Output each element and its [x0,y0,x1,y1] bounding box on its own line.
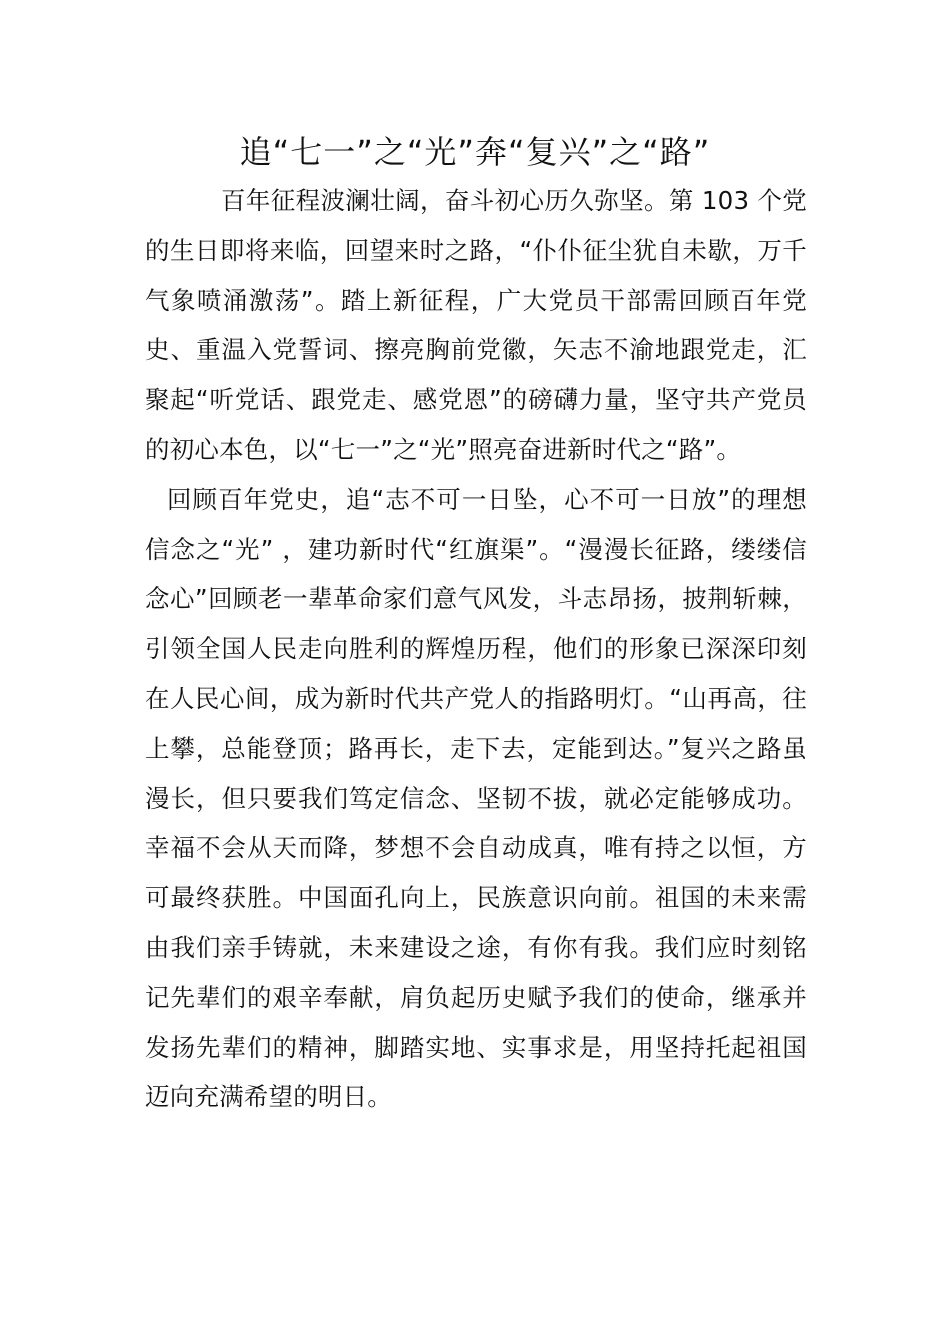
paragraph-party-history: 回顾百年党史，追“志不可一日坠，心不可一日放”的理想信念之“光” ，建功新时代“红旗渠”。“漫漫长征路，缕缕信念心”回顾老一辈革命家们意气风发，斗志昂扬，披荆斩棘，引领全国人民走向胜利的辉煌历程，他们的形象已深深印刻在人民心间，成为新时代共产党人的指路明灯。“山再高，往上攀，总能登顶；路再长，走下去，定能到达。”复兴之路虽漫长，但只要我们笃定信念、坚韧不拔，就必定能够成功。幸福不会从天而降，梦想不会自动成真，唯有持之以恒，方可最终获胜。中国面孔向上，民族意识向前。祖国的未来需由我们亲手铸就，未来建设之途，有你有我。我们应时刻铭记先辈们的艰辛奉献，肩负起历史赋予我们的使命，继承并发扬先辈们的精神，脚踏实地、实事求是，用坚持托起祖国迈向充满希望的明日。 [145,484,807,1112]
paragraph-intro: 百年征程波澜壮阔，奋斗初心历久弥坚。第 103 个党的生日即将来临，回望来时之路，“仆仆征尘犹自未歇，万千气象喷涌激荡”。踏上新征程，广大党员干部需回顾百年党史、重温入党誓词、擦亮胸前党徽，矢志不渝地跟党走，汇聚起“听党话、跟党走、感党恩”的磅礴力量，坚守共产党员的初心本色，以“七一”之“光”照亮奋进新时代之“路”。 [145,186,807,464]
document-body [145,176,807,1122]
document-title: 追“七一”之“光”奔“复兴”之“路” [239,133,711,171]
